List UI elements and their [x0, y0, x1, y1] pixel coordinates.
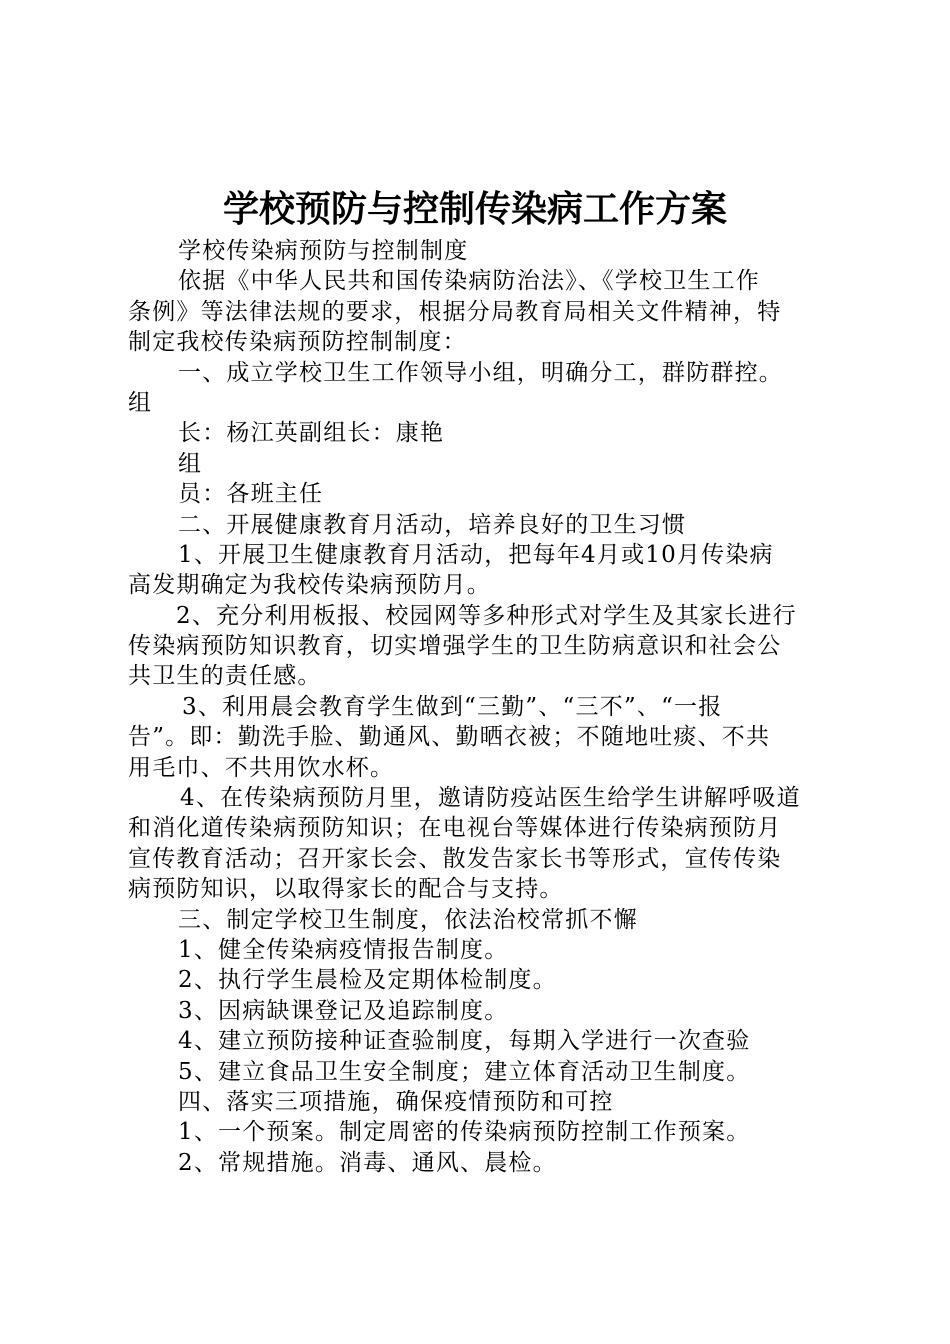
- body-line: 用毛巾、不共用饮水杯。: [128, 754, 395, 781]
- body-line: 2、常规措施。消毒、通风、晨检。: [178, 1149, 557, 1176]
- body-line: 制定我校传染病预防控制制度：: [128, 329, 467, 356]
- body-line: 传染病预防知识教育，切实增强学生的卫生防病意识和社会公: [128, 633, 782, 660]
- body-line: 4、建立预防接种证查验制度，每期入学进行一次查验: [178, 1028, 751, 1055]
- document-body: [128, 236, 828, 1178]
- body-line: 2、充分利用板报、校园网等多种形式对学生及其家长进行: [176, 602, 797, 629]
- body-line: 1、开展卫生健康教育月活动，把每年4月或10月传染病: [178, 541, 774, 568]
- body-line: 1、健全传染病疫情报告制度。: [178, 936, 509, 963]
- body-line: 学校传染病预防与控制制度: [178, 238, 469, 264]
- body-line: 和消化道传染病预防知识；在电视台等媒体进行传染病预防月: [128, 815, 782, 842]
- body-line: 组: [178, 450, 203, 477]
- body-line: 三、制定学校卫生制度，依法治校常抓不懈: [178, 906, 638, 933]
- body-line: 4、在传染病预防月里，邀请防疫站医生给学生讲解呼吸道: [180, 785, 801, 812]
- body-line: 共卫生的责任感。: [128, 663, 322, 690]
- body-line: 3、利用晨会教育学生做到“三勤”、“三不”、“一报: [182, 693, 723, 720]
- body-line: 2、执行学生晨检及定期体检制度。: [178, 967, 557, 994]
- body-line: 员：各班主任: [178, 481, 324, 508]
- body-line: 病预防知识，以取得家长的配合与支持。: [128, 876, 564, 903]
- body-line: 高发期确定为我校传染病预防月。: [128, 572, 491, 599]
- body-line: 告”。即：勤洗手脸、勤通风、勤晒衣被；不随地吐痰、不共: [128, 724, 771, 751]
- body-line: 依据《中华人民共和国传染病防治法》、《学校卫生工作: [178, 268, 760, 295]
- document-title: 学校预防与控制传染病工作方案: [222, 188, 727, 230]
- body-line: 一、成立学校卫生工作领导小组，明确分工，群防群控。: [178, 359, 783, 386]
- body-line: 条例》等法律法规的要求，根据分局教育局相关文件精神，特: [128, 298, 782, 325]
- body-line: 1、一个预案。制定周密的传染病预防控制工作预案。: [178, 1119, 751, 1146]
- body-line: 5、建立食品卫生安全制度；建立体育活动卫生制度。: [178, 1058, 751, 1085]
- body-line: 四、落实三项措施，确保疫情预防和可控: [178, 1088, 614, 1115]
- body-line: 组: [128, 389, 153, 416]
- body-line: 宣传教育活动；召开家长会、散发告家长书等形式，宣传传染: [128, 845, 782, 872]
- body-line: 3、因病缺课登记及追踪制度。: [178, 997, 509, 1024]
- body-line: 长：杨江英副组长：康艳: [178, 420, 445, 447]
- body-line: 二、开展健康教育月活动，培养良好的卫生习惯: [178, 511, 687, 538]
